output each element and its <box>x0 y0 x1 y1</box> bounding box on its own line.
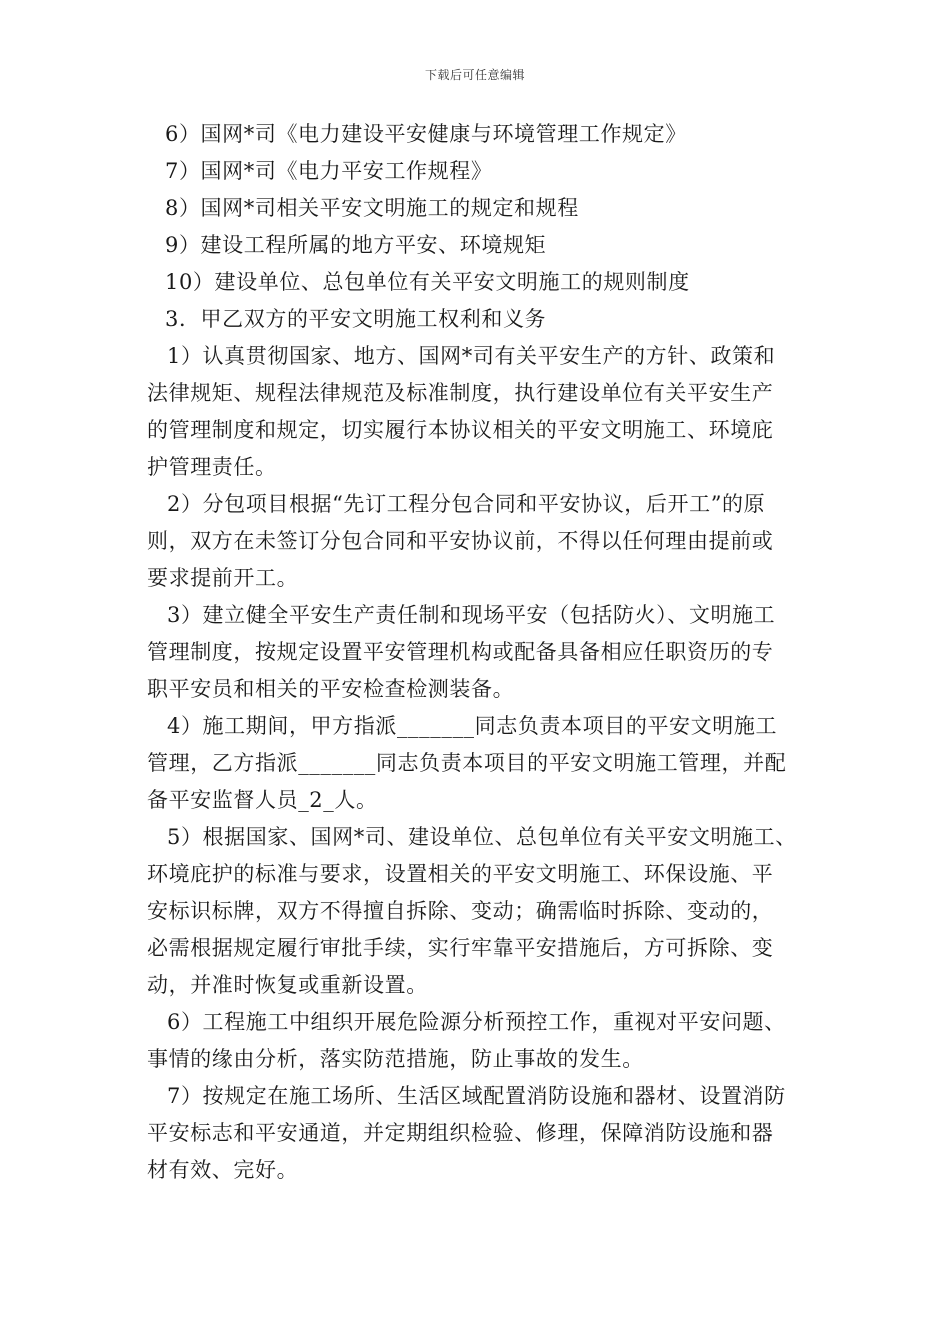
paragraph-line: 4）施工期间，甲方指派_______同志负责本项目的平安文明施工 <box>167 714 778 738</box>
paragraph-line: 护管理责任。 <box>147 455 277 479</box>
paragraph-line: 2）分包项目根据“先订工程分包合同和平安协议，后开工”的原 <box>167 492 766 516</box>
header-note: 下载后可任意编辑 <box>424 68 525 82</box>
list-item: 10）建设单位、总包单位有关平安文明施工的规则制度 <box>165 270 690 294</box>
paragraph-line: 动，并准时恢复或重新设置。 <box>147 973 428 997</box>
paragraph-line: 必需根据规定履行审批手续，实行牢靠平安措施后，方可拆除、变 <box>147 936 774 960</box>
list-item: 6）国网*司《电力建设平安健康与环境管理工作规定》 <box>165 122 687 146</box>
paragraph-line: 平安标志和平安通道，并定期组织检验、修理，保障消防设施和器 <box>147 1121 774 1145</box>
list-item: 7）国网*司《电力平安工作规程》 <box>165 159 493 183</box>
paragraph-line: 5）根据国家、国网*司、建设单位、总包单位有关平安文明施工、 <box>167 825 797 849</box>
paragraph <box>147 486 812 597</box>
paragraph-line: 7）按规定在施工场所、生活区域配置消防设施和器材、设置消防 <box>167 1084 786 1108</box>
paragraph <box>147 819 812 1004</box>
paragraph-line: 3）建立健全平安生产责任制和现场平安（包括防火）、文明施工 <box>167 603 776 627</box>
list-item: 8）国网*司相关平安文明施工的规定和规程 <box>165 196 579 220</box>
paragraph-line: 材有效、完好。 <box>147 1158 299 1182</box>
paragraph <box>147 708 812 819</box>
paragraph-line: 管理，乙方指派_______同志负责本项目的平安文明施工管理，并配 <box>147 751 787 775</box>
paragraph <box>147 1078 812 1189</box>
paragraph <box>147 338 812 486</box>
paragraph <box>147 1004 812 1078</box>
paragraph-line: 的管理制度和规定，切实履行本协议相关的平安文明施工、环境庇 <box>147 418 774 442</box>
paragraph-line: 要求提前开工。 <box>147 566 299 590</box>
paragraph-line: 事情的缘由分析，落实防范措施，防止事故的发生。 <box>147 1047 644 1071</box>
section-heading: 3．甲乙双方的平安文明施工权利和义务 <box>165 307 547 331</box>
document-body <box>147 116 812 1189</box>
paragraph-line: 则，双方在未签订分包合同和平安协议前，不得以任何理由提前或 <box>147 529 774 553</box>
paragraph-line: 管理制度，按规定设置平安管理机构或配备具备相应任职资历的专 <box>147 640 774 664</box>
paragraph-line: 备平安监督人员_2_人。 <box>147 788 378 812</box>
paragraph-line: 法律规矩、规程法律规范及标准制度，执行建设单位有关平安生产 <box>147 381 774 405</box>
paragraph-line: 6）工程施工中组织开展危险源分析预控工作，重视对平安问题、 <box>167 1010 786 1034</box>
paragraph-line: 职平安员和相关的平安检查检测装备。 <box>147 677 515 701</box>
paragraph-line: 环境庇护的标准与要求，设置相关的平安文明施工、环保设施、平 <box>147 862 774 886</box>
paragraph-line: 1）认真贯彻国家、地方、国网*司有关平安生产的方针、政策和 <box>167 344 776 368</box>
list-item: 9）建设工程所属的地方平安、环境规矩 <box>165 233 547 257</box>
paragraph <box>147 597 812 708</box>
paragraph-line: 安标识标牌，双方不得擅自拆除、变动；确需临时拆除、变动的， <box>147 899 774 923</box>
